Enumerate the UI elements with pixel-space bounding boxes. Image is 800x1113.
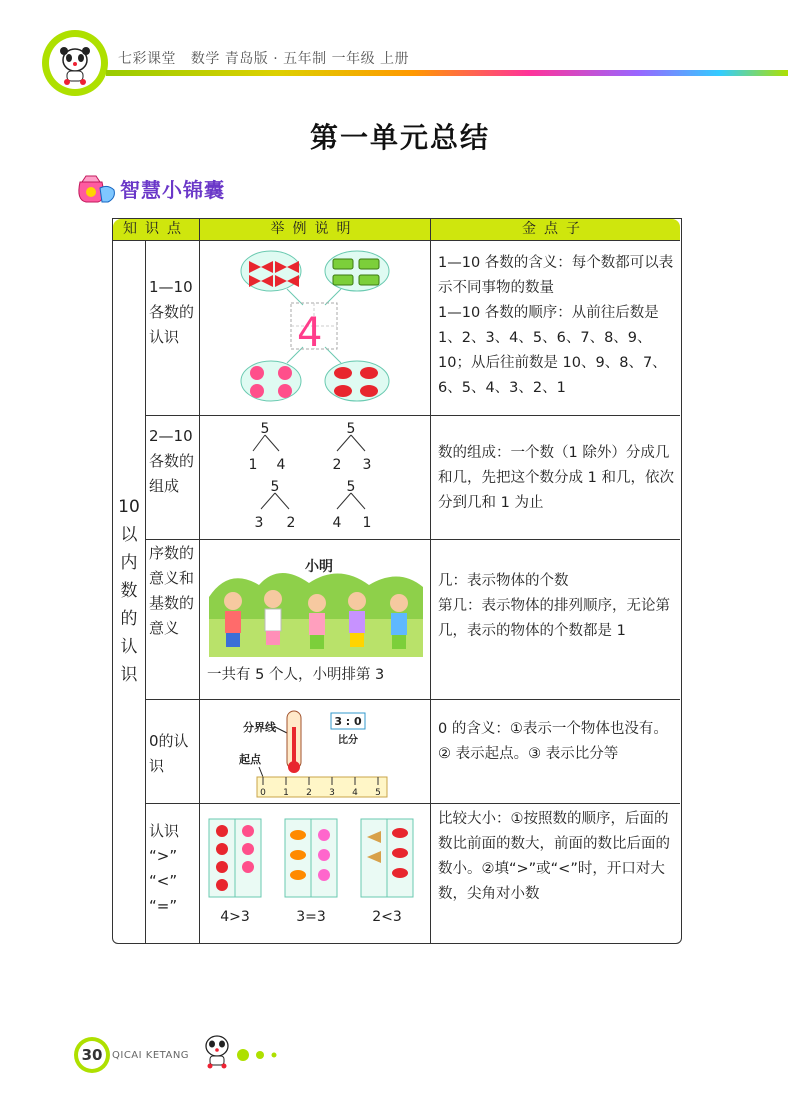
ruler-tick-0: 0 xyxy=(260,788,266,798)
summary-table xyxy=(112,218,682,944)
category-char-1: 以 xyxy=(120,525,138,545)
page-title: 第一单元总结 xyxy=(309,121,490,154)
tip-2-10: 数的组成：一个数（1 除外）分成几和几，先把这个数分成 1 和几，依次分到几和 1 为止 xyxy=(438,445,674,511)
category-char-5: 认 xyxy=(120,637,138,657)
category-char-0: 10 xyxy=(118,497,140,517)
header-knowledge-point: 知识点 xyxy=(123,221,189,237)
category-char-3: 数 xyxy=(120,581,138,601)
tree-3-left: 3 xyxy=(254,515,264,531)
tip-1-10: 1—10 各数的含义：每个数都可以表示不同事物的数量 1—10 各数的顺序：从前往后数是 1、2、3、4、5、6、7、8、9、10；从后往前数是 10、9、8、7、6、5、4、3、2、1 xyxy=(438,255,674,396)
series-name: 七彩课堂 xyxy=(118,51,176,67)
category-char-6: 识 xyxy=(120,665,138,685)
footer-dots-icon xyxy=(236,1048,280,1062)
score-display: 3 : 0 xyxy=(334,715,362,728)
tree-1-left: 1 xyxy=(248,457,258,473)
footer-brand: QICAI KETANG xyxy=(112,1050,190,1061)
tree-2-left: 2 xyxy=(332,457,342,473)
category-char-4: 的 xyxy=(120,609,138,629)
five-children-illustration xyxy=(209,557,423,657)
topic-2-10: 2—10各数的组成 xyxy=(149,427,195,495)
children-caption: 一共有 5 个人，小明排第 3 xyxy=(207,667,385,683)
number-4-illustration xyxy=(235,247,395,409)
ruler-tick-2: 2 xyxy=(306,788,312,798)
boundary-line-label: 分界线 xyxy=(243,721,276,734)
ruler-tick-5: 5 xyxy=(375,788,381,798)
xiaoming-label: 小明 xyxy=(305,559,333,575)
header-example: 举例说明 xyxy=(270,221,359,237)
number-composition-trees xyxy=(237,419,397,537)
compare-4-3: 4>3 xyxy=(220,909,250,925)
start-point-label: 起点 xyxy=(239,753,261,766)
tree-1-right: 4 xyxy=(276,457,286,473)
tip-ordinal-cardinal: 几：表示物体的个数 第几：表示物体的排列顺序，无论第几，表示的物体的个数都是 1 xyxy=(438,573,670,639)
tip-comparison-symbols: 比较大小：①按照数的顺序，后面的数比前面的数大，前面的数比后面的数小。②填“>”或“<”时，开口对大数，尖角对小数 xyxy=(438,811,670,902)
header-tips: 金点子 xyxy=(522,221,588,237)
panda-mascot-icon xyxy=(55,42,95,86)
ruler-tick-3: 3 xyxy=(329,788,335,798)
tip-zero: 0 的含义：①表示一个物体也没有。② 表示起点。③ 表示比分等 xyxy=(438,721,668,762)
compare-3-3: 3=3 xyxy=(296,909,326,925)
tree-1-top: 5 xyxy=(260,421,270,437)
score-label: 比分 xyxy=(338,735,358,746)
tree-4-left: 4 xyxy=(332,515,342,531)
topic-comparison-symbols: 认识 “>” “<” “=” xyxy=(149,822,180,915)
section-title: 智慧小锦囊 xyxy=(120,178,225,202)
tree-3-right: 2 xyxy=(286,515,296,531)
ruler-tick-1: 1 xyxy=(283,788,289,798)
page-number: 30 xyxy=(78,1041,106,1069)
tree-2-top: 5 xyxy=(346,421,356,437)
zero-illustration xyxy=(213,707,423,801)
comparison-illustration xyxy=(205,817,425,929)
header-text xyxy=(118,48,409,68)
topic-1-10: 1—10各数的认识 xyxy=(149,278,195,346)
category-label xyxy=(113,241,145,941)
category-char-2: 内 xyxy=(120,553,138,573)
tree-4-top: 5 xyxy=(346,479,356,495)
book-subject: 数学 青岛版 · 五年制 一年级 上册 xyxy=(190,51,410,67)
tree-2-right: 3 xyxy=(362,457,372,473)
tree-4-right: 1 xyxy=(362,515,372,531)
rainbow-divider xyxy=(106,70,788,76)
lucky-bag-icon xyxy=(72,170,118,204)
footer-panda-icon xyxy=(200,1030,234,1070)
digit-4: 4 xyxy=(297,310,323,356)
topic-zero: 0的认识 xyxy=(149,732,189,775)
ruler-tick-4: 4 xyxy=(352,788,358,798)
topic-ordinal-cardinal: 序数的意义和基数的意义 xyxy=(149,544,195,637)
tree-3-top: 5 xyxy=(270,479,280,495)
compare-2-3: 2<3 xyxy=(372,909,402,925)
